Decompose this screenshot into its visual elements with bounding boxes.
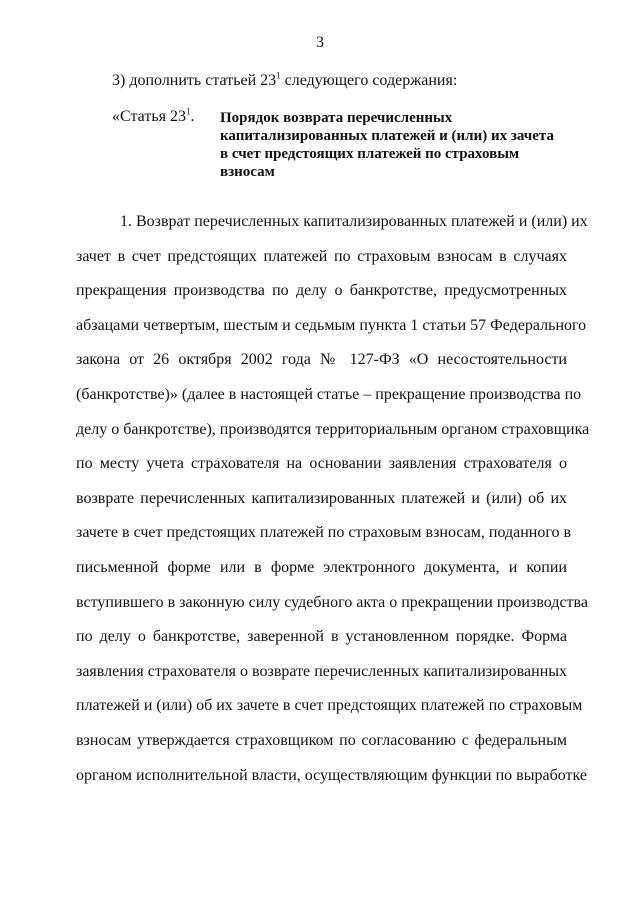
body-line: взносам утверждается страховщиком по согласованию с федеральным xyxy=(76,731,567,749)
article-title xyxy=(220,109,565,181)
article-title-line: взносам xyxy=(220,164,275,180)
article-title-line: Порядок возврата перечисленных xyxy=(220,110,453,126)
body-line: (банкротстве)» (далее в настоящей статье – прекращение производства по xyxy=(76,385,582,403)
body-line: письменной форме или в форме электронного документа, и копии xyxy=(76,558,567,576)
intro-text: 3) дополнить статьей 23 xyxy=(112,72,277,89)
body-line: делу о банкротстве), производятся территориальным органом страховщика xyxy=(76,420,590,438)
body-line: по делу о банкротстве, заверенной в установленном порядке. Форма xyxy=(76,628,567,646)
body-line: по месту учета страхователя на основании заявления страхователя о xyxy=(76,455,567,473)
article-title-line: капитализированных платежей и (или) их зачета xyxy=(220,128,554,144)
article-label-superscript: 1 xyxy=(185,106,191,117)
body-line: зачете в счет предстоящих платежей по страховым взносам, поданного в xyxy=(76,524,572,542)
article-body xyxy=(76,205,590,793)
intro-text-end: следующего содержания: xyxy=(280,72,458,89)
body-line: прекращения производства по делу о банкротстве, предусмотренных xyxy=(76,282,567,300)
body-line: вступившего в законную силу судебного акта о прекращении производства xyxy=(76,593,588,611)
body-line: органом исполнительной власти, осуществляющим функции по выработке xyxy=(76,766,587,784)
article-title-line: в счет предстоящих платежей по страховым xyxy=(220,146,520,162)
intro-superscript: 1 xyxy=(276,70,281,81)
article-label-period: . xyxy=(190,108,195,125)
body-line: закона от 26 октября 2002 года № 127-ФЗ «О несостоятельности xyxy=(76,351,567,369)
body-line: 1. Возврат перечисленных капитализированных платежей и (или) их xyxy=(120,213,588,230)
article-label xyxy=(112,108,194,126)
article-label-text: «Статья 23 xyxy=(112,108,186,125)
body-line: абзацами четвертым, шестым и седьмым пункта 1 статьи 57 Федерального xyxy=(76,316,587,334)
body-line: зачет в счет предстоящих платежей по страховым взносам в случаях xyxy=(76,247,567,265)
body-line: платежей и (или) об их зачете в счет предстоящих платежей по страховым xyxy=(76,697,583,715)
page-number: 3 xyxy=(316,34,324,51)
body-line: заявления страхователя о возврате перечисленных капитализированных xyxy=(76,662,567,680)
amendment-intro xyxy=(112,72,457,90)
body-line: возврате перечисленных капитализированных платежей и (или) об их xyxy=(76,489,567,507)
